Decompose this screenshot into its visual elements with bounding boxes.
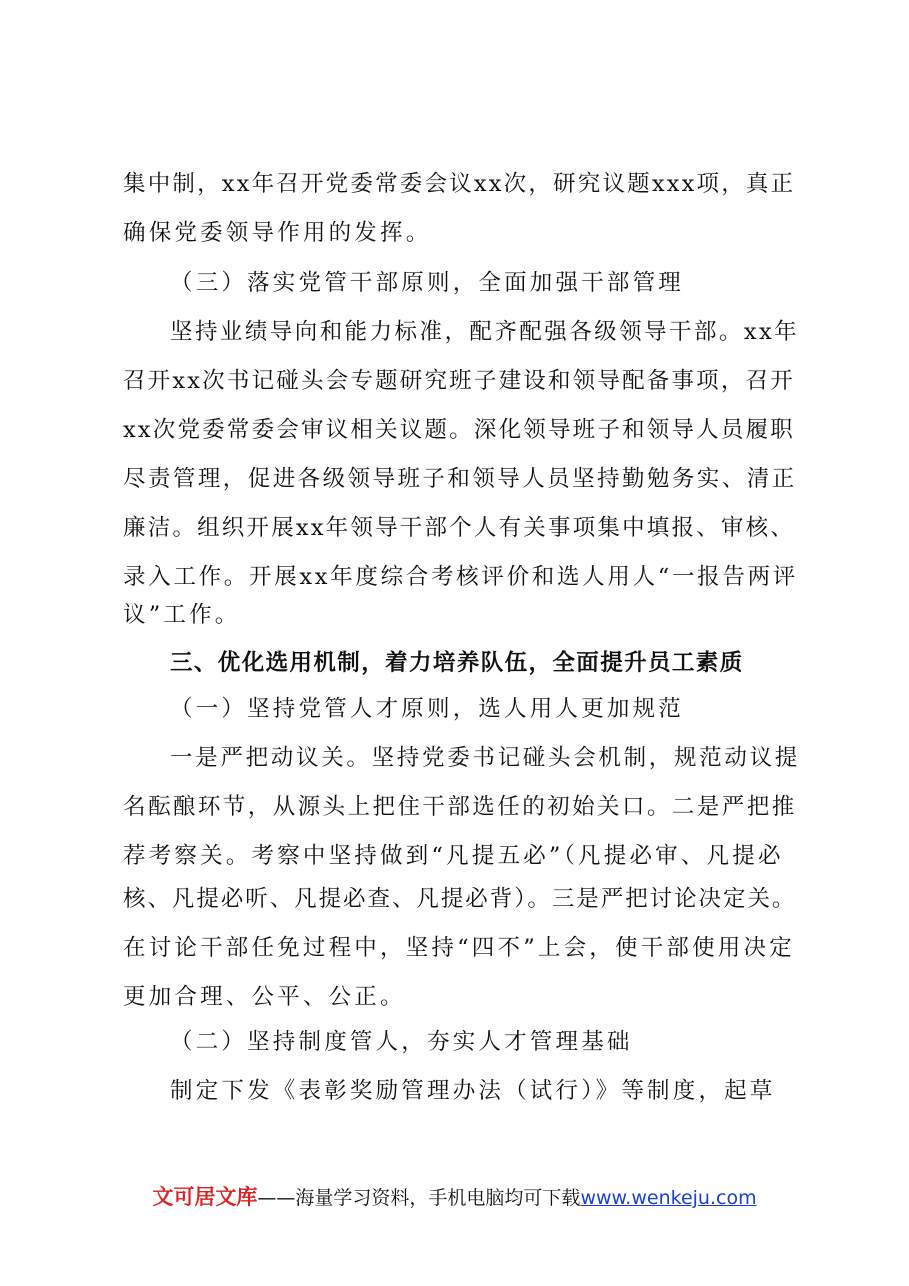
subheading-1: （一）坚持党管人才原则，选人用人更加规范 [170,696,685,722]
body-line-4: 坚持业绩导向和能力标准，配齐配强各级领导干部。xx年 [170,319,800,345]
subheading-3: （三）落实党管干部原则，全面加强干部管理 [170,270,685,296]
body-line-14: 名酝酿环节，从源头上把住干部选任的初始关口。二是严把推 [123,794,797,820]
body-line-7: 尽责管理，促进各级领导班子和领导人员坚持勤勉务实、清正 [123,466,797,492]
subheading-2: （二）坚持制度管人，夯实人才管理基础 [170,1029,633,1055]
body-line-6: xx次党委常委会审议相关议题。深化领导班子和领导人员履职 [123,417,795,443]
body-line-18: 更加合理、公平、公正。 [123,984,406,1010]
body-line-17: 在讨论干部任免过程中，坚持“四不”上会，使干部使用决定 [123,935,795,961]
body-line-13: 一是严把动议关。坚持党委书记碰头会机制，规范动议提 [170,745,801,771]
section-heading-3: 三、优化选用机制，着力培养队伍，全面提升员工素质 [170,650,744,676]
footer-url-link[interactable]: www.wenkeju.com [580,1187,757,1209]
body-line-20: 制定下发《表彰奖励管理办法（试行）》等制度，起草 [170,1078,776,1104]
body-line-5: 召开xx次书记碰头会专题研究班子建设和领导配备事项，召开 [123,368,795,394]
footer-brand: 文可居文库 [152,1185,258,1209]
body-line-8: 廉洁。组织开展xx年领导干部个人有关事项集中填报、审核、 [123,515,795,541]
body-line-16: 核、凡提必听、凡提必查、凡提必背）。三是严把讨论决定关。 [123,886,797,912]
body-line-9: 录入工作。开展xx年度综合考核评价和选人用人“一报告两评 [123,564,798,590]
body-line-1: 集中制，xx年召开党委常委会议xx次，研究议题xxx项，真正 [123,171,796,197]
body-line-10: 议”工作。 [123,602,241,628]
footer-tagline: ——海量学习资料，手机电脑均可下载 [257,1187,581,1209]
footer-banner [0,1181,909,1211]
body-line-2: 确保党委领导作用的发挥。 [123,220,432,246]
body-line-15: 荐考察关。考察中坚持做到“凡提五必”（凡提必审、凡提必 [123,843,784,869]
